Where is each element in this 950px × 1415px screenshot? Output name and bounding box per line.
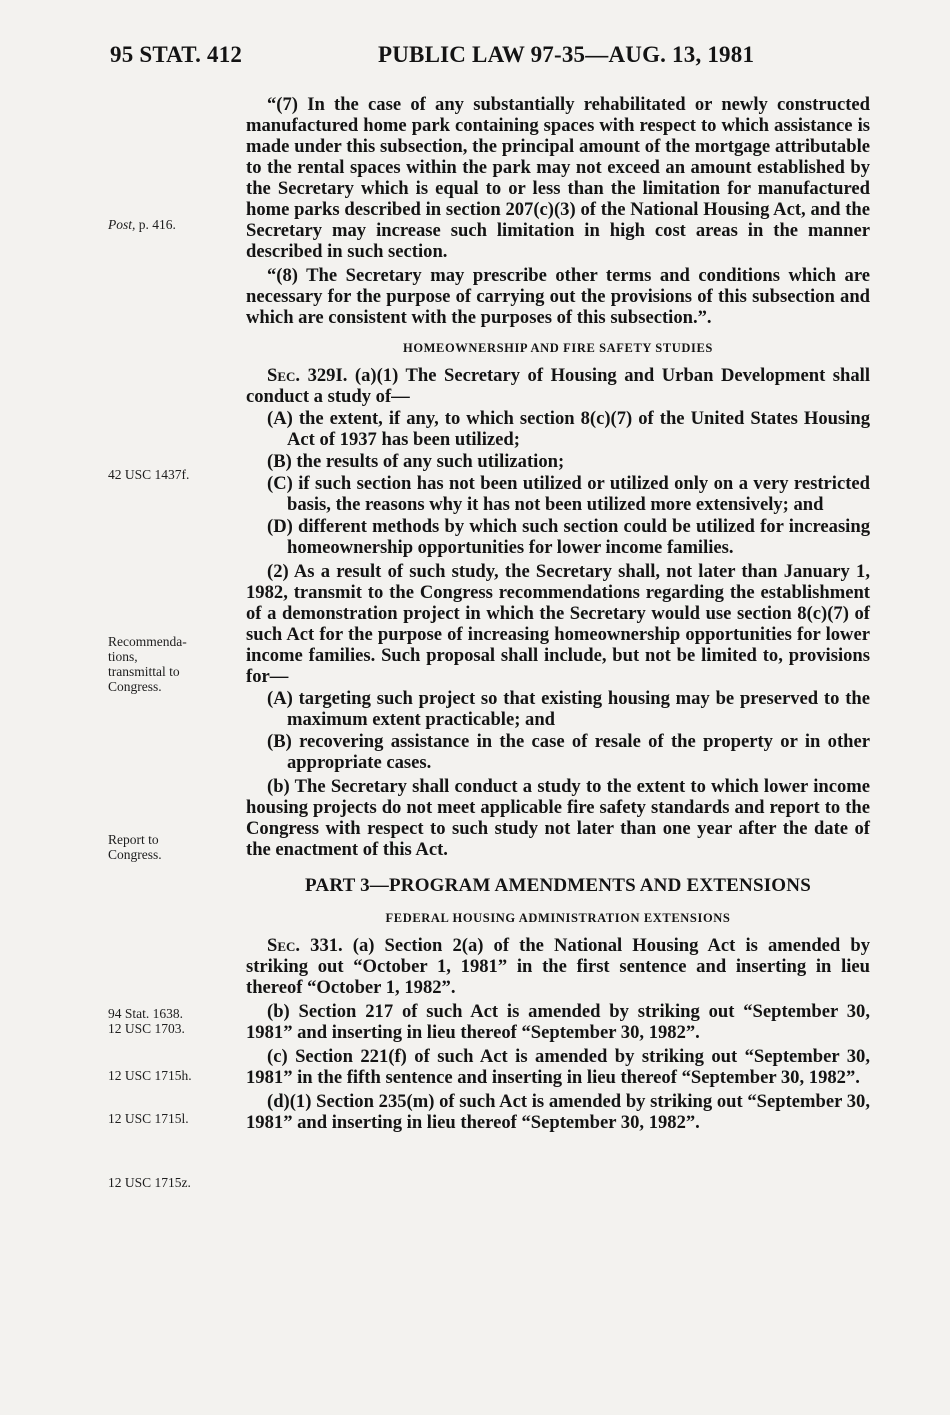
margin-note-12usc1715z: 12 USC 1715z. — [108, 1175, 191, 1190]
section-331a-text: 331. (a) Section 2(a) of the National Housing Act is amended by striking out “October 1, 1981” in the first sentence and inserting in lieu thereof “October 1, 1982”. — [246, 935, 870, 998]
margin-note-post-italic: Post, — [108, 217, 136, 232]
margin-note-line: Report to — [108, 832, 159, 847]
page-header — [110, 42, 870, 82]
item-a2: (A) targeting such project so that existing housing may be preserved to the maximum extent practicable; and — [267, 688, 870, 730]
item-b: (B) the results of any such utilization; — [267, 451, 565, 472]
section-329i-text: 329I. (a)(1) The Secretary of Housing and Urban Development shall conduct a study of— — [246, 365, 870, 407]
margin-note-post — [108, 217, 176, 232]
paragraph-b: (b) The Secretary shall conduct a study to the extent to which lower income housing projects do not meet applicable fire safety standards and report to the Congress with respect to such study not later than one year after the date of the enactment of this Act. — [246, 776, 870, 860]
public-law-title: PUBLIC LAW 97-35—AUG. 13, 1981 — [378, 42, 755, 67]
margin-note-line: Recommenda- — [108, 634, 187, 649]
margin-note-12usc1715l: 12 USC 1715l. — [108, 1111, 189, 1126]
section-label: Sec. — [267, 365, 301, 386]
main-text-column — [246, 94, 870, 1133]
paragraph-a2: (2) As a result of such study, the Secretary shall, not later than January 1, 1982, transmit to the Congress recommendations regarding the establishment of a demonstration project in which the Secretary would use section 8(c)(7) of such Act for the purpose of increasing homeownership opportunities for lower income families. Such proposal shall include, but not be limited to, provisions for— — [246, 561, 870, 687]
margin-note-line: transmittal to — [108, 664, 180, 679]
margin-note-94stat1638: 94 Stat. 1638. — [108, 1006, 184, 1021]
margin-note-line: Congress. — [108, 679, 162, 694]
item-c: (C) if such section has not been utilized or utilized only on a very restricted basis, the reasons why it has not been utilized more extensively; and — [267, 473, 870, 515]
margin-note-12usc1703: 12 USC 1703. — [108, 1021, 185, 1036]
margin-note-line: tions, — [108, 649, 138, 664]
section-heading-studies: HOMEOWNERSHIP AND FIRE SAFETY STUDIES — [403, 341, 713, 355]
section-331c: (c) Section 221(f) of such Act is amended by striking out “September 30, 1981” in the fifth sentence and inserting in lieu thereof “September 30, 1982”. — [246, 1046, 870, 1088]
section-heading-fha: FEDERAL HOUSING ADMINISTRATION EXTENSIONS — [385, 911, 731, 925]
paragraph-8: “(8) The Secretary may prescribe other terms and conditions which are necessary for the purpose of carrying out the provisions of this subsection and which are consistent with the purposes of this subsection.”. — [246, 265, 870, 328]
item-d: (D) different methods by which such section could be utilized for increasing homeownership opportunities for lower income families. — [267, 516, 870, 558]
margin-note-42usc1437f: 42 USC 1437f. — [108, 467, 190, 482]
stat-page-number: 95 STAT. 412 — [110, 42, 243, 67]
paragraph-7: “(7) In the case of any substantially rehabilitated or newly constructed manufactured home park containing spaces with respect to which assistance is made under this subsection, the principal amount of the mortgage attributable to the rental spaces within the park may not exceed an amount established by the Secretary which is equal to or less than the limitation for manufactured home parks described in section 207(c)(3) of the National Housing Act, and the Secretary may increase such limitation in high cost areas in the manner described in such section. — [246, 94, 870, 262]
section-331b: (b) Section 217 of such Act is amended by striking out “September 30, 1981” and inserting in lieu thereof “September 30, 1982”. — [246, 1001, 870, 1043]
margin-note-post-rest: p. 416. — [135, 217, 176, 232]
section-329i-intro — [246, 365, 870, 407]
item-b2: (B) recovering assistance in the case of resale of the property or in other appropriate cases. — [267, 731, 870, 773]
margin-note-12usc1715h: 12 USC 1715h. — [108, 1068, 192, 1083]
part-3-heading: PART 3—PROGRAM AMENDMENTS AND EXTENSIONS — [305, 875, 811, 896]
section-label: Sec. — [267, 935, 301, 956]
margin-note-recommendations — [108, 634, 187, 694]
item-a: (A) the extent, if any, to which section 8(c)(7) of the United States Housing Act of 1937 has been utilized; — [267, 408, 870, 450]
section-331d: (d)(1) Section 235(m) of such Act is amended by striking out “September 30, 1981” and inserting in lieu thereof “September 30, 1982”. — [246, 1091, 870, 1133]
margin-note-report — [108, 832, 162, 862]
margin-note-line: Congress. — [108, 847, 162, 862]
section-331a — [246, 935, 870, 998]
